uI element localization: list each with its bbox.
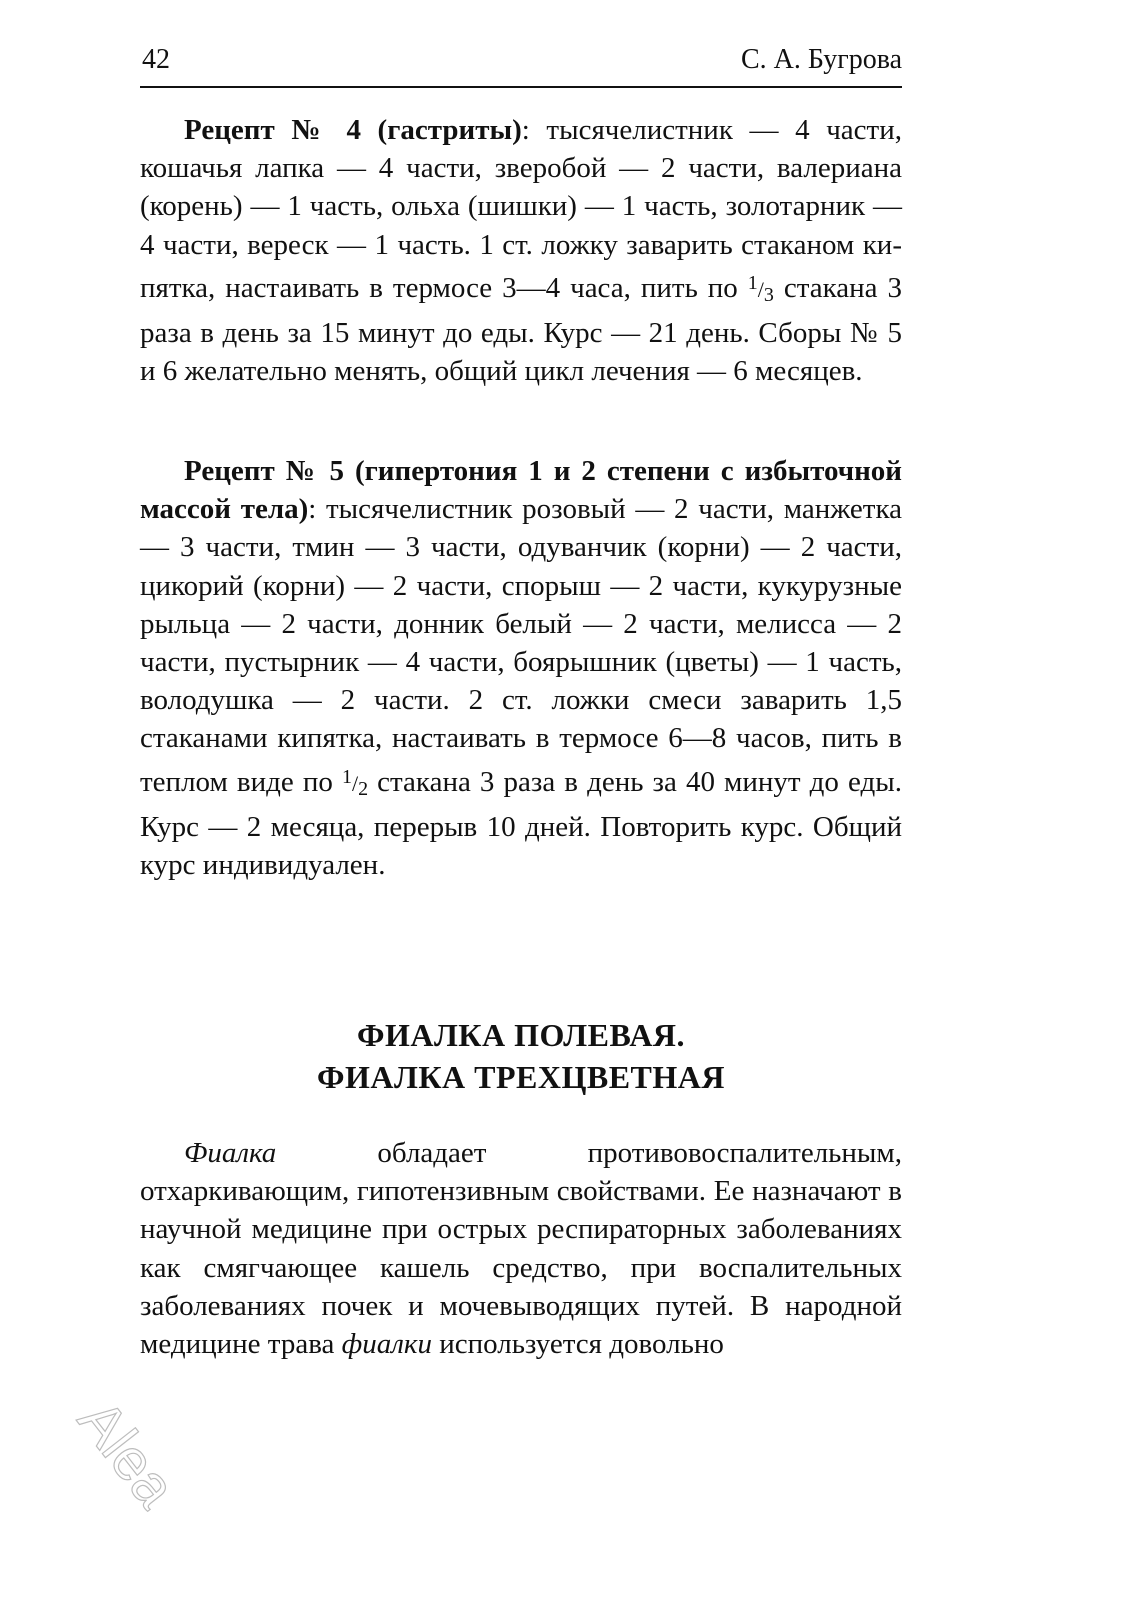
fraction-denominator: 2	[358, 777, 369, 800]
fraction-one-half: $^1/_2$	[341, 765, 369, 800]
recipe-5-paragraph	[140, 452, 902, 884]
author-name: С. А. Бугрова	[740, 44, 902, 75]
fraction-numerator: 1	[341, 765, 352, 788]
recipe-5-text-part2: стакана 3 раза в день за 40 минут до еды. Курс — 2 месяца, перерыв 10 дней. Повторить курс. Общий курс индивидуален.	[140, 765, 902, 882]
recipe-5-text-part1: : тысячелистник розовый — 2 части, манжетка — 3 части, тмин — 3 части, одуванчик (корни) — 2 части, цикорий (корни) — 2 части, спорыш — 2 части, кукурузные рыльца — 2 части, донник белый — 2 части, мелисса — 2 части, пустырник — 4 части, боярышник (цветы) — 1 часть, володушка — 2 части. 2 ст. ложки смеси заварить 1,5 стаканами кипятка, настаивать в термосе 6—8 часов, пить в теплом виде по	[140, 493, 902, 798]
recipe-4-text-part2: стакана 3 раза в день за 15 минут до еды. Курс — 21 день. Сборы № 5 и 6 желательно менять, общий цикл лечения — 6 месяцев.	[140, 271, 903, 388]
watermark-logo	[56, 1380, 256, 1530]
fraction-denominator: 3	[763, 283, 774, 306]
section-heading-line2: ФИАЛКА ТРЕХЦВЕТНАЯ	[316, 1059, 725, 1095]
svg-text:Alea: Alea	[65, 1387, 189, 1520]
fraction-one-third: $^1/_3$	[747, 271, 774, 306]
recipe-5-title: Рецепт № 5 (гипертония 1 и 2 степени с избыточной массой тела)	[140, 455, 902, 526]
term-fialka: Фиалка	[184, 1137, 277, 1169]
recipe-4-title: Рецепт № 4 (гастриты)	[184, 114, 522, 146]
term-fialki: фиалки	[341, 1328, 432, 1361]
fraction-numerator: 1	[747, 271, 758, 294]
violet-text-part2: используется довольно	[431, 1328, 724, 1361]
running-head	[140, 40, 902, 88]
recipe-4-text-part1: : тысячелистник — 4 части, кошачья лапка — 4 части, зверобой — 2 части, валериана (корень) — 1 часть, ольха (шишки) — 1 часть, золотарник — 4 части, вереск — 1 часть. 1 ст. ложку заварить стаканом кипятка, настаивать в термосе 3—4 часа, пить по	[140, 114, 902, 304]
recipe-4-paragraph	[140, 111, 902, 390]
section-heading	[140, 1014, 902, 1098]
section-heading-line1: ФИАЛКА ПОЛЕВАЯ.	[356, 1017, 686, 1053]
violet-paragraph	[140, 1134, 902, 1363]
violet-text-part1: обладает противовоспалительным, отхаркивающим, гипотензивным свойствами. Ее назначают в научной медицине при острых респираторных заболеваниях как смягчающее кашель средство, при воспалительных заболеваниях почек и мочевыводящих путей. В народной медицине трава	[140, 1137, 902, 1361]
page-number: 42	[142, 44, 170, 75]
